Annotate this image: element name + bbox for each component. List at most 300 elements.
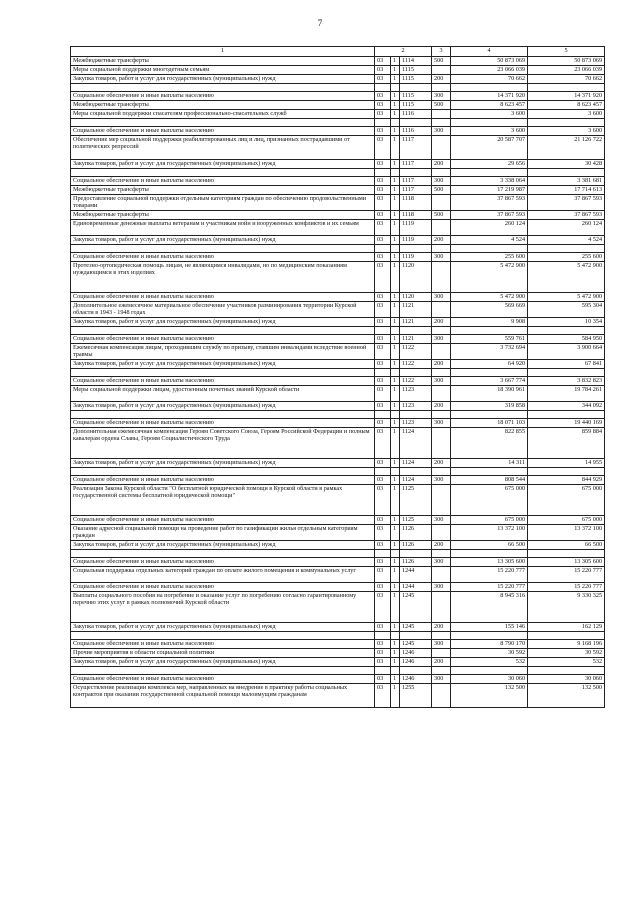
spacer-cell <box>391 468 400 476</box>
spacer-cell <box>432 550 451 558</box>
row-sum-2: 19 440 169 <box>528 419 605 428</box>
row-sum-2: 30 592 <box>528 649 605 658</box>
row-expense-type: 200 <box>432 75 451 84</box>
row-section: 03 <box>375 485 391 516</box>
row-sub: 1 <box>391 335 400 344</box>
row-target: 1121 <box>400 335 432 344</box>
spacer-cell <box>71 632 375 640</box>
row-sum-2: 255 600 <box>528 253 605 262</box>
row-name: Закупка товаров, работ и услуг для государственных (муниципальных) нужд <box>71 658 375 667</box>
row-sub: 1 <box>391 110 400 119</box>
header-col-name: 1 <box>71 47 375 57</box>
row-expense-type: 300 <box>432 177 451 186</box>
row-target: 1120 <box>400 262 432 293</box>
spacer-cell <box>375 245 391 253</box>
row-target: 1124 <box>400 428 432 459</box>
row-sub: 1 <box>391 525 400 541</box>
row-sum-2: 15 220 777 <box>528 567 605 583</box>
spacer-cell <box>400 468 432 476</box>
spacer-cell <box>400 84 432 92</box>
table-row <box>71 675 605 684</box>
row-sum-2: 5 472 900 <box>528 262 605 293</box>
table-spacer-row <box>71 119 605 127</box>
row-target: 1125 <box>400 516 432 525</box>
row-sum-2: 19 784 261 <box>528 386 605 402</box>
spacer-cell <box>528 327 605 335</box>
spacer-cell <box>375 667 391 675</box>
row-name: Предоставление социальной поддержки отдельным категориям граждан по обеспечению продовольственными товарами <box>71 195 375 211</box>
table-row <box>71 419 605 428</box>
spacer-cell <box>451 411 528 419</box>
row-section: 03 <box>375 558 391 567</box>
row-target: 1117 <box>400 160 432 169</box>
row-sub: 1 <box>391 262 400 293</box>
row-sub: 1 <box>391 649 400 658</box>
spacer-cell <box>400 632 432 640</box>
row-name: Реализация Закона Курской области "О бесплатной юридической помощи в Курской области в рамках государственной системы бесплатной юридической помощи" <box>71 485 375 516</box>
row-name: Закупка товаров, работ и услуг для государственных (муниципальных) нужд <box>71 459 375 468</box>
row-sum-2: 10 354 <box>528 318 605 327</box>
row-target: 1123 <box>400 386 432 402</box>
row-sub: 1 <box>391 360 400 369</box>
row-target: 1115 <box>400 75 432 84</box>
table-row <box>71 377 605 386</box>
spacer-cell <box>451 468 528 476</box>
row-name: Социальное обеспечение и иные выплаты населению <box>71 476 375 485</box>
spacer-cell <box>451 245 528 253</box>
spacer-cell <box>400 119 432 127</box>
row-expense-type: 200 <box>432 236 451 245</box>
row-sub: 1 <box>391 293 400 302</box>
row-sum-1: 14 311 <box>451 459 528 468</box>
table-row <box>71 66 605 75</box>
row-name: Закупка товаров, работ и услуг для государственных (муниципальных) нужд <box>71 75 375 84</box>
row-sum-1: 30 592 <box>451 649 528 658</box>
row-sub: 1 <box>391 583 400 592</box>
row-section: 03 <box>375 658 391 667</box>
table-row <box>71 567 605 583</box>
table-row <box>71 583 605 592</box>
spacer-cell <box>391 411 400 419</box>
row-sub: 1 <box>391 253 400 262</box>
row-target: 1118 <box>400 211 432 220</box>
row-section: 03 <box>375 318 391 327</box>
row-expense-type: 500 <box>432 57 451 66</box>
table-row <box>71 177 605 186</box>
spacer-cell <box>391 550 400 558</box>
row-section: 03 <box>375 360 391 369</box>
spacer-cell <box>391 327 400 335</box>
row-sum-1: 70 662 <box>451 75 528 84</box>
table-row <box>71 558 605 567</box>
row-expense-type: 300 <box>432 92 451 101</box>
row-expense-type <box>432 649 451 658</box>
row-sum-2: 30 060 <box>528 675 605 684</box>
row-sub: 1 <box>391 57 400 66</box>
row-section: 03 <box>375 428 391 459</box>
row-sub: 1 <box>391 220 400 236</box>
table-row <box>71 684 605 708</box>
row-sum-1: 675 000 <box>451 485 528 516</box>
row-section: 03 <box>375 110 391 119</box>
row-expense-type: 300 <box>432 558 451 567</box>
spacer-cell <box>391 119 400 127</box>
spacer-cell <box>71 119 375 127</box>
row-target: 1119 <box>400 220 432 236</box>
spacer-cell <box>375 327 391 335</box>
row-sub: 1 <box>391 66 400 75</box>
row-sub: 1 <box>391 160 400 169</box>
header-col-sum-2: 5 <box>528 47 605 57</box>
row-section: 03 <box>375 525 391 541</box>
row-sum-2: 14 955 <box>528 459 605 468</box>
row-sum-1: 17 219 987 <box>451 186 528 195</box>
table-spacer-row <box>71 245 605 253</box>
row-name: Межбюджетные трансферты <box>71 186 375 195</box>
row-name: Социальное обеспечение и иные выплаты населению <box>71 640 375 649</box>
table-row <box>71 211 605 220</box>
row-expense-type: 300 <box>432 293 451 302</box>
row-target: 1119 <box>400 253 432 262</box>
table-row <box>71 160 605 169</box>
spacer-cell <box>451 369 528 377</box>
row-name: Протезно-ортопедическая помощь лицам, не являющимся инвалидами, но по медицинским показаниям нуждающимся в этих изделиях <box>71 262 375 293</box>
row-target: 1117 <box>400 186 432 195</box>
row-sum-2: 23 066 039 <box>528 66 605 75</box>
spacer-cell <box>528 468 605 476</box>
row-name: Социальное обеспечение и иные выплаты населению <box>71 516 375 525</box>
spacer-cell <box>432 468 451 476</box>
spacer-cell <box>71 245 375 253</box>
table-row <box>71 428 605 459</box>
row-expense-type: 300 <box>432 640 451 649</box>
row-sub: 1 <box>391 127 400 136</box>
row-sub: 1 <box>391 623 400 632</box>
table-row <box>71 360 605 369</box>
row-sum-1: 15 220 777 <box>451 567 528 583</box>
row-sum-2: 37 867 593 <box>528 195 605 211</box>
row-sum-2: 14 371 920 <box>528 92 605 101</box>
row-name: Социальное обеспечение и иные выплаты населению <box>71 419 375 428</box>
row-expense-type: 200 <box>432 318 451 327</box>
row-name: Закупка товаров, работ и услуг для государственных (муниципальных) нужд <box>71 318 375 327</box>
row-sub: 1 <box>391 377 400 386</box>
row-sum-2: 132 500 <box>528 684 605 708</box>
row-target: 1244 <box>400 583 432 592</box>
table-spacer-row <box>71 369 605 377</box>
spacer-cell <box>391 632 400 640</box>
table-row <box>71 127 605 136</box>
row-target: 1125 <box>400 485 432 516</box>
row-sub: 1 <box>391 592 400 623</box>
row-expense-type: 200 <box>432 402 451 411</box>
row-name: Социальное обеспечение и иные выплаты населению <box>71 583 375 592</box>
row-sum-1: 8 623 457 <box>451 101 528 110</box>
spacer-cell <box>451 632 528 640</box>
row-name: Выплаты социального пособия на погребение и оказание услуг по погребению согласно гарантированному перечню этих услуг в рамках полномочий Курской области <box>71 592 375 623</box>
table-row <box>71 344 605 360</box>
spacer-cell <box>375 369 391 377</box>
row-name: Межбюджетные трансферты <box>71 101 375 110</box>
table-row <box>71 516 605 525</box>
spacer-cell <box>528 667 605 675</box>
row-sum-2: 532 <box>528 658 605 667</box>
row-target: 1246 <box>400 658 432 667</box>
spacer-cell <box>432 667 451 675</box>
row-section: 03 <box>375 293 391 302</box>
row-target: 1126 <box>400 541 432 550</box>
row-section: 03 <box>375 459 391 468</box>
row-sum-1: 37 867 593 <box>451 211 528 220</box>
table-row <box>71 476 605 485</box>
row-expense-type <box>432 344 451 360</box>
row-sum-2: 67 841 <box>528 360 605 369</box>
table-header-row <box>71 47 605 57</box>
row-expense-type: 500 <box>432 101 451 110</box>
table-row <box>71 658 605 667</box>
table-row <box>71 57 605 66</box>
row-sub: 1 <box>391 658 400 667</box>
row-sub: 1 <box>391 386 400 402</box>
table-spacer-row <box>71 667 605 675</box>
row-expense-type: 300 <box>432 335 451 344</box>
row-target: 1117 <box>400 136 432 160</box>
row-sum-1: 3 600 <box>451 110 528 119</box>
row-section: 03 <box>375 253 391 262</box>
row-target: 1244 <box>400 567 432 583</box>
row-sum-2: 9 330 325 <box>528 592 605 623</box>
row-section: 03 <box>375 160 391 169</box>
row-sub: 1 <box>391 684 400 708</box>
spacer-cell <box>400 667 432 675</box>
row-target: 1245 <box>400 623 432 632</box>
row-target: 1122 <box>400 377 432 386</box>
row-expense-type <box>432 525 451 541</box>
row-section: 03 <box>375 386 391 402</box>
row-sum-1: 15 220 777 <box>451 583 528 592</box>
row-section: 03 <box>375 335 391 344</box>
row-name: Социальное обеспечение и иные выплаты населению <box>71 177 375 186</box>
row-target: 1120 <box>400 293 432 302</box>
spacer-cell <box>432 327 451 335</box>
row-name: Социальное обеспечение и иные выплаты населению <box>71 92 375 101</box>
row-sum-1: 18 071 103 <box>451 419 528 428</box>
spacer-cell <box>528 632 605 640</box>
table-row <box>71 186 605 195</box>
row-name: Меры социальной поддержки лицам, удостоенным почетных званий Курской области <box>71 386 375 402</box>
row-target: 1123 <box>400 402 432 411</box>
spacer-cell <box>375 84 391 92</box>
row-name: Закупка товаров, работ и услуг для государственных (муниципальных) нужд <box>71 236 375 245</box>
row-expense-type: 200 <box>432 160 451 169</box>
spacer-cell <box>400 327 432 335</box>
row-sum-2: 675 000 <box>528 485 605 516</box>
row-expense-type: 300 <box>432 476 451 485</box>
row-section: 03 <box>375 377 391 386</box>
row-expense-type <box>432 684 451 708</box>
row-sum-2: 260 124 <box>528 220 605 236</box>
row-name: Социальное обеспечение и иные выплаты населению <box>71 253 375 262</box>
row-sum-1: 822 855 <box>451 428 528 459</box>
row-sum-2: 844 929 <box>528 476 605 485</box>
row-sum-1: 260 124 <box>451 220 528 236</box>
row-target: 1122 <box>400 344 432 360</box>
row-section: 03 <box>375 649 391 658</box>
row-expense-type <box>432 220 451 236</box>
row-sum-1: 4 524 <box>451 236 528 245</box>
row-expense-type: 300 <box>432 675 451 684</box>
row-name: Межбюджетные трансферты <box>71 211 375 220</box>
row-sub: 1 <box>391 92 400 101</box>
spacer-cell <box>375 632 391 640</box>
row-target: 1122 <box>400 360 432 369</box>
spacer-cell <box>451 119 528 127</box>
row-name: Закупка товаров, работ и услуг для государственных (муниципальных) нужд <box>71 402 375 411</box>
row-name: Социальное обеспечение и иные выплаты населению <box>71 377 375 386</box>
row-sub: 1 <box>391 402 400 411</box>
row-expense-type: 500 <box>432 186 451 195</box>
row-expense-type: 300 <box>432 583 451 592</box>
row-target: 1115 <box>400 66 432 75</box>
row-target: 1124 <box>400 459 432 468</box>
row-target: 1245 <box>400 592 432 623</box>
row-section: 03 <box>375 211 391 220</box>
header-col-type: 3 <box>432 47 451 57</box>
table-row <box>71 262 605 293</box>
row-section: 03 <box>375 541 391 550</box>
row-expense-type: 300 <box>432 419 451 428</box>
row-sum-1: 13 372 100 <box>451 525 528 541</box>
row-expense-type <box>432 567 451 583</box>
header-col-sum-1: 4 <box>451 47 528 57</box>
row-sub: 1 <box>391 459 400 468</box>
row-sum-2: 3 832 823 <box>528 377 605 386</box>
row-name: Социальное обеспечение и иные выплаты населению <box>71 558 375 567</box>
table-row <box>71 136 605 160</box>
spacer-cell <box>71 369 375 377</box>
table-spacer-row <box>71 411 605 419</box>
row-section: 03 <box>375 262 391 293</box>
row-sum-1: 569 669 <box>451 302 528 318</box>
row-section: 03 <box>375 476 391 485</box>
spacer-cell <box>71 468 375 476</box>
row-sum-1: 50 873 069 <box>451 57 528 66</box>
spacer-cell <box>528 411 605 419</box>
row-section: 03 <box>375 640 391 649</box>
row-sum-2: 5 472 900 <box>528 293 605 302</box>
row-section: 03 <box>375 402 391 411</box>
spacer-cell <box>432 245 451 253</box>
table-row <box>71 318 605 327</box>
row-expense-type: 200 <box>432 658 451 667</box>
row-expense-type <box>432 386 451 402</box>
table-row <box>71 649 605 658</box>
row-sum-1: 132 500 <box>451 684 528 708</box>
row-sum-2: 70 662 <box>528 75 605 84</box>
row-name: Единовременные денежные выплаты ветеранам и участникам войн и вооруженных конфликтов и их семьям <box>71 220 375 236</box>
row-sub: 1 <box>391 476 400 485</box>
row-name: Закупка товаров, работ и услуг для государственных (муниципальных) нужд <box>71 623 375 632</box>
budget-table <box>70 46 605 708</box>
row-section: 03 <box>375 186 391 195</box>
table-row <box>71 110 605 119</box>
row-expense-type: 300 <box>432 516 451 525</box>
table-row <box>71 386 605 402</box>
row-expense-type <box>432 262 451 293</box>
row-sum-1: 155 146 <box>451 623 528 632</box>
row-sum-1: 20 587 707 <box>451 136 528 160</box>
row-sum-1: 3 600 <box>451 127 528 136</box>
spacer-cell <box>451 169 528 177</box>
row-section: 03 <box>375 419 391 428</box>
row-sub: 1 <box>391 344 400 360</box>
spacer-cell <box>528 119 605 127</box>
row-sub: 1 <box>391 516 400 525</box>
row-expense-type <box>432 592 451 623</box>
row-expense-type: 200 <box>432 541 451 550</box>
row-sum-2: 3 381 681 <box>528 177 605 186</box>
row-expense-type: 500 <box>432 211 451 220</box>
spacer-cell <box>451 550 528 558</box>
spacer-cell <box>71 550 375 558</box>
row-sum-2: 13 372 100 <box>528 525 605 541</box>
table-row <box>71 236 605 245</box>
spacer-cell <box>432 411 451 419</box>
row-target: 1114 <box>400 57 432 66</box>
row-sub: 1 <box>391 541 400 550</box>
spacer-cell <box>432 84 451 92</box>
spacer-cell <box>391 369 400 377</box>
spacer-cell <box>400 369 432 377</box>
row-sum-1: 675 000 <box>451 516 528 525</box>
spacer-cell <box>71 667 375 675</box>
table-row <box>71 592 605 623</box>
spacer-cell <box>71 84 375 92</box>
row-sum-2: 30 428 <box>528 160 605 169</box>
row-name: Обеспечение мер социальной поддержки реабилитированных лиц и лиц, признанных пострадавшими от политических репрессий <box>71 136 375 160</box>
row-name: Осуществление реализации комплекса мер, направленных на внедрение в практику работы социальных контрактов при оказании государственной социальной помощи малоимущим гражданам <box>71 684 375 708</box>
row-name: Социальное обеспечение и иные выплаты населению <box>71 335 375 344</box>
row-name: Социальное обеспечение и иные выплаты населению <box>71 293 375 302</box>
row-target: 1115 <box>400 101 432 110</box>
row-sub: 1 <box>391 75 400 84</box>
spacer-cell <box>432 169 451 177</box>
row-expense-type <box>432 110 451 119</box>
table-row <box>71 485 605 516</box>
table-body <box>71 57 605 708</box>
spacer-cell <box>391 245 400 253</box>
row-name: Закупка товаров, работ и услуг для государственных (муниципальных) нужд <box>71 360 375 369</box>
row-sum-1: 559 761 <box>451 335 528 344</box>
table-row <box>71 75 605 84</box>
spacer-cell <box>451 667 528 675</box>
row-sub: 1 <box>391 675 400 684</box>
row-sub: 1 <box>391 567 400 583</box>
row-target: 1116 <box>400 127 432 136</box>
spacer-cell <box>451 327 528 335</box>
spacer-cell <box>432 632 451 640</box>
row-expense-type <box>432 195 451 211</box>
row-sum-1: 3 338 064 <box>451 177 528 186</box>
row-sum-2: 584 950 <box>528 335 605 344</box>
spacer-cell <box>71 327 375 335</box>
row-target: 1246 <box>400 649 432 658</box>
row-sum-2: 8 623 457 <box>528 101 605 110</box>
row-sum-1: 64 920 <box>451 360 528 369</box>
row-name: Социальное обеспечение и иные выплаты населению <box>71 675 375 684</box>
row-name: Оказание адресной социальной помощи на проведение работ по газификации жилья отдельным категориям граждан <box>71 525 375 541</box>
table-row <box>71 335 605 344</box>
